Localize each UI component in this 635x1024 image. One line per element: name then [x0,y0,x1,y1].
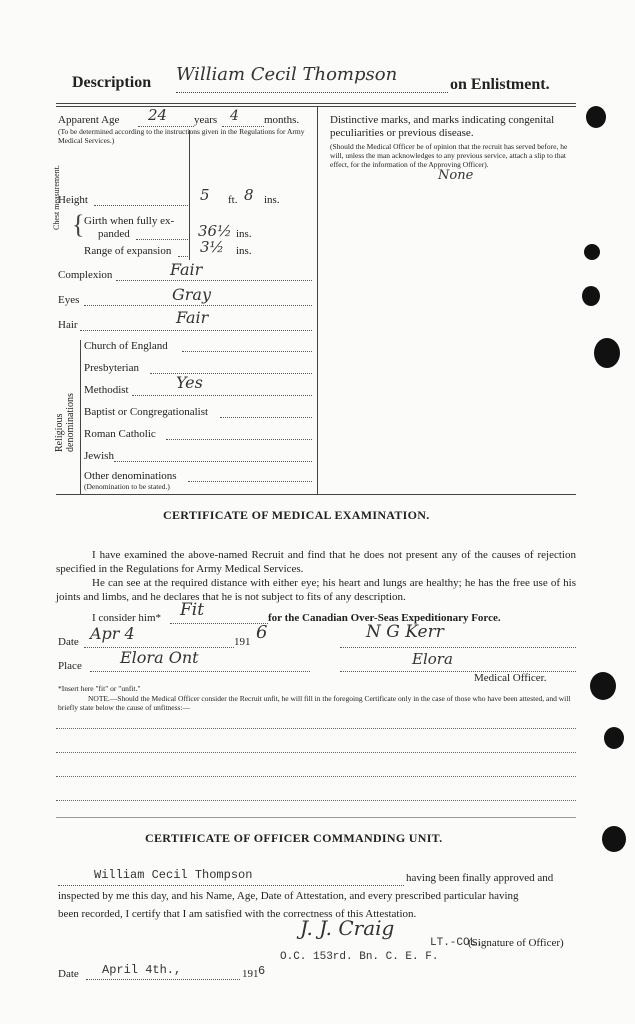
marks-medical-note: (Should the Medical Officer be of opinion that the recruit has served before, he will, unless the man acknowledges to any previous service, attach a slip to that effect, for the information of the Approving Officer). [330,142,568,169]
religion-methodist-answer: Yes [176,373,203,392]
officer-text-1: having been finally approved and [406,872,554,884]
apparent-age-label: Apparent Age [58,114,120,126]
medical-officer-signature: N G Kerr [366,622,444,642]
religion-baptist: Baptist or Congregationalist [84,406,209,418]
medical-year-value: 6 [256,622,268,643]
binder-hole-mark [590,672,616,700]
girth-label-2: panded [98,228,130,240]
chest-measurement-label: Chest measurement. [52,165,61,230]
religion-methodist: Methodist [84,384,129,396]
religion-presbyterian: Presbyterian [84,362,139,374]
medical-paragraph-2: He can see at the required distance with either eye; his heart and lungs are healthy; he has the free use of his joints and limbs, and he declares that he is not subject to fits of any description. [56,577,576,603]
insert-here-note: *Insert here "fit" or "unfit." [58,684,141,693]
officer-unit-typed: O.C. 153rd. Bn. C. E. F. [280,951,439,963]
ins-label-girth: ins. [236,228,252,240]
officer-date-label: Date [58,968,79,980]
fitness-value: Fit [180,600,205,620]
marks-value: None [438,168,474,183]
signature-of-officer-label: (Signature of Officer) [468,937,564,949]
officer-recruit-name: William Cecil Thompson [94,868,253,882]
eyes-label: Eyes [58,294,80,306]
binder-hole-mark [594,338,620,368]
for-force-label: for the Canadian Over-Seas Expeditionary Force. [268,612,501,624]
commanding-officer-signature: J. J. Craig [300,916,395,940]
denomination-note: (Denomination to be stated.) [84,482,170,491]
officer-year-prefix: 191 [242,968,259,980]
consider-label: I consider him* [92,612,162,624]
ft-label: ft. [228,194,238,206]
medical-place-label: Place [58,660,82,672]
binder-hole-mark [602,826,626,852]
binder-hole-mark [586,106,606,128]
medical-place-signature: Elora [412,650,453,668]
officer-text-2: inspected by me this day, and his Name, Age, Date of Attestation, and every prescribed particular having [58,890,519,902]
expansion-value: 3½ [200,238,225,256]
girth-label-1: Girth when fully ex- [84,215,175,227]
attestation-form-page: Description William Cecil Thompson on Enlistment. Apparent Age 24 years 4 months. (To be determined according to the instructions given in the Regulations for Army Medical Services.) Height 5 ft. 8 ins. Chest measurement. { Girth when fully ex- panded 36½ ins. Range of expansion 3½ ins. Complexion Fair Eyes Gray Hair Fair Religious denominations Church of England Presbyterian Methodist Yes Baptist or Congregationalist Roman Catholic Jewish Other denominations (Denomination to be stated.) Distinctive marks, and marks indicating congenital peculiarities or previous disease. (Should the Medical Officer be of opinion that the recruit has served before, he will, unless the man acknowledges to any previous service, attach a slip to that effect, for the information of the Approving Officer). None CERTIFICATE OF MEDICAL EXAMINATION. I have examined the above-named Recruit and find that he does not present any of the causes of rejection specified in the Regulations for Army Medical Services. He can see at the required distance with either eye; his heart and lungs are healthy; he has the free use of his joints and limbs, and he declares that he is not subject to fits of any description. I consider him* Fit for the Canadian Over-Seas Expeditionary Force. Date Apr 4 191 6 N G Kerr Place Elora Ont Elora Medical Officer. *Insert here "fit" or "unfit." NOTE.—Should the Medical Officer consider the Recruit unfit, he will fill in the foregoing Certificate only in the case of those who have been attested, and will briefly state below the cause of unfitness:— CERTIFICATE OF OFFICER COMMANDING UNIT. William Cecil Thompson having been finally approved and inspected by me this day, and his Name, Age, Date of Attestation, and every prescribed particular having been recorded, I certify that I am satisfied with the correctness of this Attestation. J. J. Craig LT.-COL. (Signature of Officer) O.C. 153rd. Bn. C. E. F. Date April 4th., 191 6 [0,0,635,1024]
ins-label-height: ins. [264,194,280,206]
religion-jewish: Jewish [84,450,114,462]
religious-denominations-label: Religious denominations [54,393,76,452]
apparent-age-years: 24 [148,106,168,124]
recruit-name-handwritten: William Cecil Thompson [176,64,398,85]
officer-text-3: been recorded, I certify that I am satisfied with the correctness of this Attestation. [58,908,417,920]
officer-rank-typed: LT.-COL. [430,937,483,949]
eyes-value: Gray [172,285,212,304]
medical-date-value: Apr 4 [90,624,135,643]
age-instruction-note: (To be determined according to the instructions given in the Regulations for Army Medical Services.) [58,127,305,145]
officer-certificate-heading: CERTIFICATE OF OFFICER COMMANDING UNIT. [145,831,443,845]
height-feet: 5 [200,186,210,204]
medical-unfit-note: NOTE.—Should the Medical Officer consider the Recruit unfit, he will fill in the foregoing Certificate only in the case of those who have been attested, and will briefly state below the cause of unfitness:— [58,694,571,712]
medical-paragraph-1: I have examined the above-named Recruit and find that he does not present any of the causes of rejection specified in the Regulations for Army Medical Services. [56,549,576,575]
hair-value: Fair [176,308,209,327]
months-label: months. [264,114,300,126]
complexion-label: Complexion [58,269,113,281]
form-title-right: on Enlistment. [450,76,550,93]
religion-roman-catholic: Roman Catholic [84,428,156,440]
religion-church-of-england: Church of England [84,340,168,352]
expansion-label: Range of expansion [84,245,172,257]
officer-year-value: 6 [258,964,266,978]
ins-label-expansion: ins. [236,245,252,257]
binder-hole-mark [604,727,624,749]
form-title-left: Description [72,74,152,91]
years-label: years [194,114,218,126]
medical-date-label: Date [58,636,79,648]
medical-officer-label: Medical Officer. [474,672,547,684]
medical-year-prefix: 191 [234,636,251,648]
binder-hole-mark [582,286,600,306]
officer-date-value: April 4th., [102,963,182,977]
medical-certificate-heading: CERTIFICATE OF MEDICAL EXAMINATION. [163,508,430,522]
religion-other: Other denominations [84,470,177,482]
binder-hole-mark [584,244,600,260]
complexion-value: Fair [170,260,203,279]
medical-place-value: Elora Ont [120,648,199,667]
height-label: Height [58,194,88,206]
hair-label: Hair [58,319,78,331]
distinctive-marks-label: Distinctive marks, and marks indicating congenital peculiarities or previous disease. [330,114,555,139]
girth-value: 36½ [198,222,232,240]
apparent-age-months: 4 [230,108,239,124]
height-inches: 8 [244,186,254,204]
